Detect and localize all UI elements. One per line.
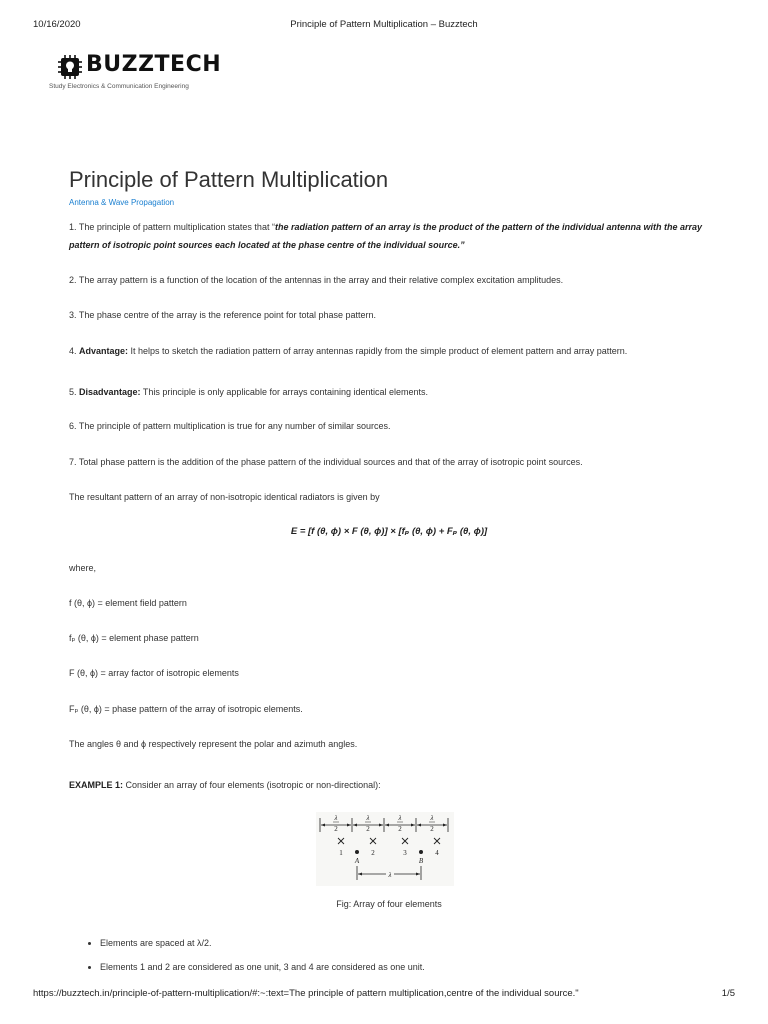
fig-two-2: 2 [366, 825, 370, 833]
paragraph-6: 6. The principle of pattern multiplication is true for any number of similar sources. [69, 421, 391, 431]
category-link[interactable]: Antenna & Wave Propagation [69, 198, 175, 207]
chip-bulb-icon [58, 55, 82, 79]
print-header [33, 19, 735, 33]
advantage-label: Advantage: [79, 346, 129, 356]
list-item: • Elements 1 and 2 are considered as one unit, 3 and 4 are considered as one unit. [100, 955, 700, 979]
paragraph-5 [69, 383, 709, 401]
fig-two-3: 2 [398, 825, 402, 833]
phase-centre-a [355, 850, 359, 854]
disadvantage-label: Disadvantage: [79, 387, 141, 397]
print-url: https://buzztech.in/principle-of-pattern-multiplication/#:~:text=The principle of pattern multiplication,centre of the individual source." [33, 988, 579, 999]
list-item: • Elements are spaced at λ/2. [100, 931, 700, 955]
definition-array-phase: Fₚ (θ, ϕ) = phase pattern of the array of isotropic elements. [69, 704, 303, 714]
fig-label-b: B [418, 857, 424, 865]
definition-array-factor: F (θ, ϕ) = array factor of isotropic elements [69, 668, 239, 678]
example-text: Consider an array of four elements (isotropic or non-directional): [123, 780, 381, 790]
paragraph-5-lead: 5. [69, 387, 80, 397]
resultant-intro: The resultant pattern of an array of non-isotropic identical radiators is given by [69, 492, 380, 502]
paragraph-1-lead: 1. The principle of pattern multiplication states that “ [69, 222, 275, 232]
bullet-list [86, 931, 700, 979]
fig-two-1: 2 [334, 825, 338, 833]
fig-element-4: 4 [435, 849, 439, 857]
fig-lambda-4: λ [430, 814, 434, 822]
principle-quote: the radiation pattern of an array is the product of the pattern of the individual antenna with the array pattern of isotropic point sources each located at the phase centre of the individual source.” [69, 222, 703, 250]
four-element-array-diagram [316, 812, 454, 886]
resultant-equation: E = [f (θ, ϕ) × F (θ, ϕ)] × [fₚ (θ, ϕ) + Fₚ (θ, ϕ)] [290, 526, 488, 537]
paragraph-2: 2. The array pattern is a function of the location of the antennas in the array and their relative complex excitation amplitudes. [69, 275, 564, 285]
print-footer [33, 988, 735, 1002]
page-title: Principle of Pattern Multiplication [69, 167, 389, 192]
fig-lambda-3: λ [398, 814, 402, 822]
figure-caption: Fig: Array of four elements [336, 899, 442, 909]
print-title: Principle of Pattern Multiplication – Buzztech [290, 19, 478, 30]
paragraph-1 [69, 218, 709, 254]
article-header [69, 165, 709, 209]
paragraph-3: 3. The phase centre of the array is the reference point for total phase pattern. [69, 310, 377, 320]
phase-centre-b [419, 850, 423, 854]
angles-note: The angles θ and ϕ respectively represent the polar and azimuth angles. [69, 739, 358, 749]
example-1 [69, 776, 709, 794]
definition-element-field: f (θ, ϕ) = element field pattern [69, 598, 187, 608]
paragraph-4 [69, 342, 709, 360]
fig-lambda-bottom: λ [388, 871, 392, 879]
disadvantage-text: This principle is only applicable for arrays containing identical elements. [140, 387, 429, 397]
fig-label-a: A [354, 857, 360, 865]
paragraph-4-lead: 4. [69, 346, 80, 356]
fig-element-3: 3 [403, 849, 407, 857]
fig-element-1: 1 [339, 849, 343, 857]
fig-lambda-2: λ [366, 814, 370, 822]
fig-element-2: 2 [371, 849, 375, 857]
fig-two-4: 2 [430, 825, 434, 833]
where-label: where, [69, 563, 97, 573]
paragraph-7: 7. Total phase pattern is the addition of the phase pattern of the individual sources and that of the array of isotropic point sources. [69, 457, 583, 467]
site-tagline: Study Electronics & Communication Engineering [49, 83, 189, 90]
logo-text: BUZZTECH [86, 52, 222, 77]
print-date: 10/16/2020 [33, 19, 81, 30]
advantage-text: It helps to sketch the radiation pattern of array antennas rapidly from the simple product of element pattern and array pattern. [128, 346, 628, 356]
example-label: EXAMPLE 1: [69, 780, 124, 790]
fig-lambda-1: λ [334, 814, 338, 822]
page-number: 1/5 [721, 988, 735, 999]
definition-element-phase: fₚ (θ, ϕ) = element phase pattern [69, 633, 199, 643]
array-figure [316, 812, 454, 886]
